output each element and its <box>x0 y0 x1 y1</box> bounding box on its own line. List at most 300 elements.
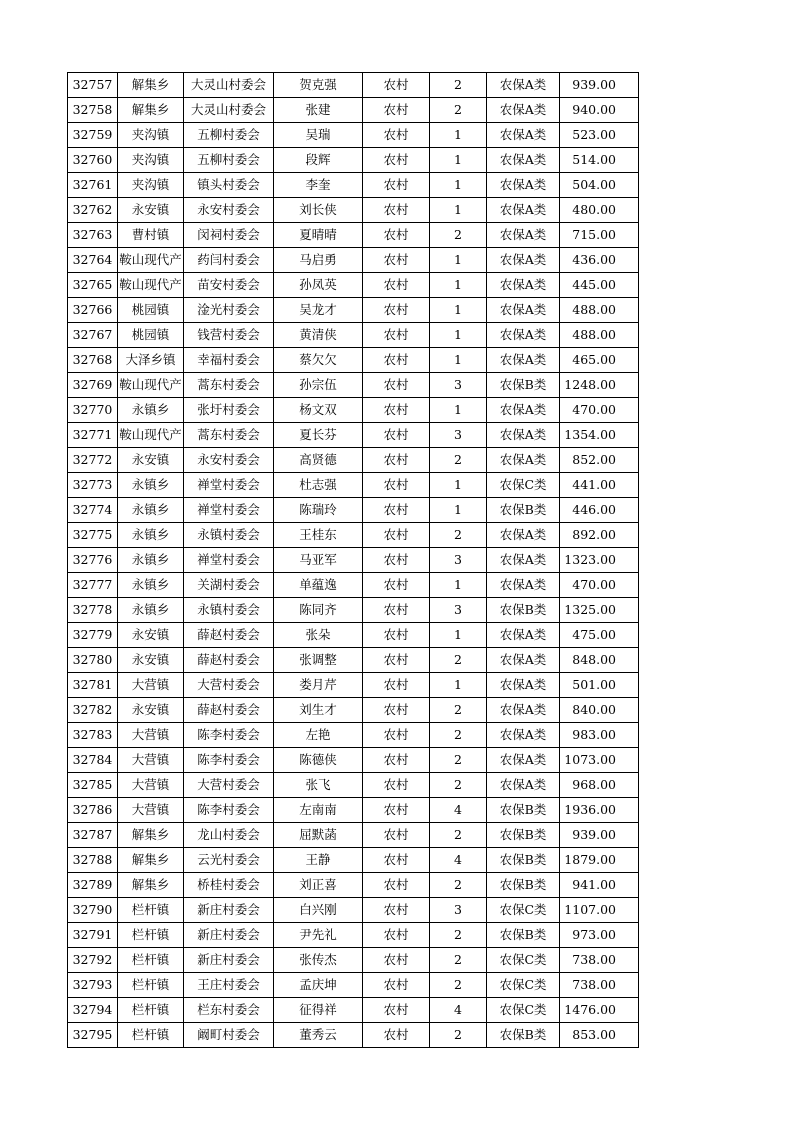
township-cell: 鞍山现代产 <box>118 273 184 298</box>
village-committee-cell: 永镇村委会 <box>184 523 274 548</box>
serial-no-cell: 32766 <box>68 298 118 323</box>
township-cell: 栏杆镇 <box>118 1023 184 1048</box>
category-cell: 农保B类 <box>487 498 560 523</box>
amount-cell: 1323.00 <box>560 548 639 573</box>
serial-no-cell: 32757 <box>68 73 118 98</box>
relief-roster-table <box>67 72 639 1048</box>
area-type-cell: 农村 <box>363 248 430 273</box>
village-committee-cell: 大灵山村委会 <box>184 98 274 123</box>
household-size-cell: 3 <box>430 548 487 573</box>
household-size-cell: 2 <box>430 523 487 548</box>
village-committee-cell: 王庄村委会 <box>184 973 274 998</box>
village-committee-cell: 薛赵村委会 <box>184 698 274 723</box>
amount-cell: 475.00 <box>560 623 639 648</box>
area-type-cell: 农村 <box>363 98 430 123</box>
household-size-cell: 2 <box>430 223 487 248</box>
township-cell: 鞍山现代产 <box>118 423 184 448</box>
category-cell: 农保B类 <box>487 823 560 848</box>
household-size-cell: 4 <box>430 798 487 823</box>
household-size-cell: 2 <box>430 873 487 898</box>
category-cell: 农保C类 <box>487 998 560 1023</box>
amount-cell: 465.00 <box>560 348 639 373</box>
category-cell: 农保A类 <box>487 173 560 198</box>
table-row <box>68 848 639 873</box>
name-cell: 李奎 <box>274 173 363 198</box>
amount-cell: 436.00 <box>560 248 639 273</box>
household-size-cell: 1 <box>430 273 487 298</box>
township-cell: 永镇乡 <box>118 573 184 598</box>
township-cell: 解集乡 <box>118 848 184 873</box>
village-committee-cell: 药闫村委会 <box>184 248 274 273</box>
serial-no-cell: 32786 <box>68 798 118 823</box>
area-type-cell: 农村 <box>363 473 430 498</box>
amount-cell: 1248.00 <box>560 373 639 398</box>
name-cell: 刘正喜 <box>274 873 363 898</box>
area-type-cell: 农村 <box>363 498 430 523</box>
household-size-cell: 1 <box>430 573 487 598</box>
serial-no-cell: 32790 <box>68 898 118 923</box>
township-cell: 大营镇 <box>118 673 184 698</box>
serial-no-cell: 32759 <box>68 123 118 148</box>
area-type-cell: 农村 <box>363 173 430 198</box>
table-row <box>68 98 639 123</box>
serial-no-cell: 32795 <box>68 1023 118 1048</box>
name-cell: 黄清侠 <box>274 323 363 348</box>
category-cell: 农保A类 <box>487 198 560 223</box>
area-type-cell: 农村 <box>363 973 430 998</box>
village-committee-cell: 幸福村委会 <box>184 348 274 373</box>
serial-no-cell: 32774 <box>68 498 118 523</box>
village-committee-cell: 关湖村委会 <box>184 573 274 598</box>
table-row <box>68 923 639 948</box>
table-row <box>68 623 639 648</box>
township-cell: 永镇乡 <box>118 498 184 523</box>
township-cell: 永安镇 <box>118 698 184 723</box>
name-cell: 段辉 <box>274 148 363 173</box>
table-row <box>68 198 639 223</box>
household-size-cell: 2 <box>430 448 487 473</box>
village-committee-cell: 蒿东村委会 <box>184 373 274 398</box>
category-cell: 农保B类 <box>487 873 560 898</box>
category-cell: 农保A类 <box>487 748 560 773</box>
serial-no-cell: 32791 <box>68 923 118 948</box>
area-type-cell: 农村 <box>363 273 430 298</box>
amount-cell: 840.00 <box>560 698 639 723</box>
table-body <box>68 73 639 1048</box>
village-committee-cell: 淦光村委会 <box>184 298 274 323</box>
serial-no-cell: 32780 <box>68 648 118 673</box>
serial-no-cell: 32762 <box>68 198 118 223</box>
township-cell: 解集乡 <box>118 873 184 898</box>
name-cell: 陈德侠 <box>274 748 363 773</box>
household-size-cell: 2 <box>430 648 487 673</box>
serial-no-cell: 32781 <box>68 673 118 698</box>
amount-cell: 501.00 <box>560 673 639 698</box>
name-cell: 单蕴逸 <box>274 573 363 598</box>
category-cell: 农保C类 <box>487 898 560 923</box>
village-committee-cell: 大营村委会 <box>184 773 274 798</box>
name-cell: 贺克强 <box>274 73 363 98</box>
amount-cell: 940.00 <box>560 98 639 123</box>
serial-no-cell: 32793 <box>68 973 118 998</box>
amount-cell: 939.00 <box>560 823 639 848</box>
household-size-cell: 1 <box>430 323 487 348</box>
category-cell: 农保A类 <box>487 448 560 473</box>
table-row <box>68 598 639 623</box>
village-committee-cell: 大营村委会 <box>184 673 274 698</box>
amount-cell: 892.00 <box>560 523 639 548</box>
area-type-cell: 农村 <box>363 948 430 973</box>
table-row <box>68 548 639 573</box>
amount-cell: 848.00 <box>560 648 639 673</box>
table-row <box>68 273 639 298</box>
household-size-cell: 2 <box>430 73 487 98</box>
category-cell: 农保A类 <box>487 673 560 698</box>
category-cell: 农保A类 <box>487 623 560 648</box>
village-committee-cell: 新庄村委会 <box>184 923 274 948</box>
name-cell: 娄月芹 <box>274 673 363 698</box>
category-cell: 农保C类 <box>487 948 560 973</box>
name-cell: 孙宗伍 <box>274 373 363 398</box>
category-cell: 农保A类 <box>487 348 560 373</box>
name-cell: 屈默菡 <box>274 823 363 848</box>
township-cell: 大泽乡镇 <box>118 348 184 373</box>
name-cell: 马启勇 <box>274 248 363 273</box>
category-cell: 农保A类 <box>487 298 560 323</box>
area-type-cell: 农村 <box>363 298 430 323</box>
household-size-cell: 2 <box>430 948 487 973</box>
category-cell: 农保B类 <box>487 923 560 948</box>
serial-no-cell: 32784 <box>68 748 118 773</box>
table-row <box>68 798 639 823</box>
amount-cell: 523.00 <box>560 123 639 148</box>
township-cell: 桃园镇 <box>118 298 184 323</box>
township-cell: 永镇乡 <box>118 548 184 573</box>
name-cell: 张建 <box>274 98 363 123</box>
name-cell: 董秀云 <box>274 1023 363 1048</box>
category-cell: 农保C类 <box>487 473 560 498</box>
amount-cell: 1354.00 <box>560 423 639 448</box>
table-row <box>68 823 639 848</box>
table-row <box>68 723 639 748</box>
category-cell: 农保B类 <box>487 848 560 873</box>
township-cell: 夹沟镇 <box>118 123 184 148</box>
name-cell: 杜志强 <box>274 473 363 498</box>
name-cell: 征得祥 <box>274 998 363 1023</box>
area-type-cell: 农村 <box>363 573 430 598</box>
area-type-cell: 农村 <box>363 323 430 348</box>
household-size-cell: 2 <box>430 773 487 798</box>
area-type-cell: 农村 <box>363 623 430 648</box>
area-type-cell: 农村 <box>363 548 430 573</box>
household-size-cell: 2 <box>430 1023 487 1048</box>
household-size-cell: 1 <box>430 148 487 173</box>
township-cell: 栏杆镇 <box>118 898 184 923</box>
township-cell: 永安镇 <box>118 623 184 648</box>
table-row <box>68 1023 639 1048</box>
township-cell: 大营镇 <box>118 773 184 798</box>
amount-cell: 968.00 <box>560 773 639 798</box>
township-cell: 解集乡 <box>118 98 184 123</box>
area-type-cell: 农村 <box>363 748 430 773</box>
village-committee-cell: 薛赵村委会 <box>184 623 274 648</box>
table-row <box>68 673 639 698</box>
village-committee-cell: 永安村委会 <box>184 198 274 223</box>
name-cell: 张传杰 <box>274 948 363 973</box>
serial-no-cell: 32788 <box>68 848 118 873</box>
township-cell: 大营镇 <box>118 723 184 748</box>
amount-cell: 852.00 <box>560 448 639 473</box>
township-cell: 大营镇 <box>118 748 184 773</box>
amount-cell: 738.00 <box>560 973 639 998</box>
name-cell: 张调整 <box>274 648 363 673</box>
table-row <box>68 948 639 973</box>
table-row <box>68 473 639 498</box>
table-row <box>68 373 639 398</box>
serial-no-cell: 32782 <box>68 698 118 723</box>
serial-no-cell: 32789 <box>68 873 118 898</box>
area-type-cell: 农村 <box>363 723 430 748</box>
table-row <box>68 123 639 148</box>
table-row <box>68 748 639 773</box>
serial-no-cell: 32785 <box>68 773 118 798</box>
area-type-cell: 农村 <box>363 1023 430 1048</box>
serial-no-cell: 32764 <box>68 248 118 273</box>
household-size-cell: 1 <box>430 623 487 648</box>
area-type-cell: 农村 <box>363 773 430 798</box>
serial-no-cell: 32767 <box>68 323 118 348</box>
serial-no-cell: 32792 <box>68 948 118 973</box>
area-type-cell: 农村 <box>363 648 430 673</box>
table-row <box>68 148 639 173</box>
amount-cell: 715.00 <box>560 223 639 248</box>
village-committee-cell: 永镇村委会 <box>184 598 274 623</box>
amount-cell: 939.00 <box>560 73 639 98</box>
township-cell: 夹沟镇 <box>118 173 184 198</box>
table-row <box>68 898 639 923</box>
household-size-cell: 3 <box>430 598 487 623</box>
table-row <box>68 773 639 798</box>
household-size-cell: 3 <box>430 423 487 448</box>
amount-cell: 470.00 <box>560 398 639 423</box>
household-size-cell: 1 <box>430 348 487 373</box>
area-type-cell: 农村 <box>363 148 430 173</box>
household-size-cell: 3 <box>430 898 487 923</box>
table-row <box>68 73 639 98</box>
name-cell: 陈同齐 <box>274 598 363 623</box>
township-cell: 大营镇 <box>118 798 184 823</box>
name-cell: 左艳 <box>274 723 363 748</box>
category-cell: 农保A类 <box>487 723 560 748</box>
household-size-cell: 4 <box>430 848 487 873</box>
village-committee-cell: 桥桂村委会 <box>184 873 274 898</box>
area-type-cell: 农村 <box>363 398 430 423</box>
name-cell: 马亚军 <box>274 548 363 573</box>
village-committee-cell: 龙山村委会 <box>184 823 274 848</box>
category-cell: 农保A类 <box>487 123 560 148</box>
household-size-cell: 2 <box>430 748 487 773</box>
table-row <box>68 448 639 473</box>
category-cell: 农保A类 <box>487 223 560 248</box>
serial-no-cell: 32773 <box>68 473 118 498</box>
table-row <box>68 423 639 448</box>
name-cell: 刘长侠 <box>274 198 363 223</box>
area-type-cell: 农村 <box>363 73 430 98</box>
category-cell: 农保C类 <box>487 973 560 998</box>
household-size-cell: 2 <box>430 723 487 748</box>
name-cell: 夏晴晴 <box>274 223 363 248</box>
serial-no-cell: 32768 <box>68 348 118 373</box>
village-committee-cell: 大灵山村委会 <box>184 73 274 98</box>
name-cell: 白兴刚 <box>274 898 363 923</box>
amount-cell: 445.00 <box>560 273 639 298</box>
area-type-cell: 农村 <box>363 198 430 223</box>
amount-cell: 1879.00 <box>560 848 639 873</box>
village-committee-cell: 陈李村委会 <box>184 723 274 748</box>
household-size-cell: 2 <box>430 923 487 948</box>
amount-cell: 470.00 <box>560 573 639 598</box>
table-row <box>68 698 639 723</box>
name-cell: 刘生才 <box>274 698 363 723</box>
village-committee-cell: 陈李村委会 <box>184 798 274 823</box>
serial-no-cell: 32772 <box>68 448 118 473</box>
amount-cell: 1107.00 <box>560 898 639 923</box>
village-committee-cell: 栏东村委会 <box>184 998 274 1023</box>
name-cell: 蔡欠欠 <box>274 348 363 373</box>
area-type-cell: 农村 <box>363 698 430 723</box>
household-size-cell: 1 <box>430 123 487 148</box>
village-committee-cell: 五柳村委会 <box>184 148 274 173</box>
amount-cell: 983.00 <box>560 723 639 748</box>
category-cell: 农保A类 <box>487 73 560 98</box>
household-size-cell: 2 <box>430 98 487 123</box>
name-cell: 孟庆坤 <box>274 973 363 998</box>
area-type-cell: 农村 <box>363 348 430 373</box>
village-committee-cell: 蒿东村委会 <box>184 423 274 448</box>
township-cell: 鞍山现代产 <box>118 373 184 398</box>
township-cell: 永安镇 <box>118 198 184 223</box>
table-row <box>68 223 639 248</box>
village-committee-cell: 新庄村委会 <box>184 898 274 923</box>
township-cell: 桃园镇 <box>118 323 184 348</box>
serial-no-cell: 32760 <box>68 148 118 173</box>
amount-cell: 480.00 <box>560 198 639 223</box>
serial-no-cell: 32771 <box>68 423 118 448</box>
table-row <box>68 498 639 523</box>
area-type-cell: 农村 <box>363 523 430 548</box>
household-size-cell: 2 <box>430 823 487 848</box>
township-cell: 栏杆镇 <box>118 998 184 1023</box>
serial-no-cell: 32758 <box>68 98 118 123</box>
serial-no-cell: 32770 <box>68 398 118 423</box>
village-committee-cell: 永安村委会 <box>184 448 274 473</box>
name-cell: 杨文双 <box>274 398 363 423</box>
name-cell: 张飞 <box>274 773 363 798</box>
name-cell: 吴瑞 <box>274 123 363 148</box>
household-size-cell: 1 <box>430 173 487 198</box>
category-cell: 农保A类 <box>487 98 560 123</box>
category-cell: 农保A类 <box>487 423 560 448</box>
serial-no-cell: 32779 <box>68 623 118 648</box>
serial-no-cell: 32769 <box>68 373 118 398</box>
amount-cell: 488.00 <box>560 323 639 348</box>
area-type-cell: 农村 <box>363 448 430 473</box>
area-type-cell: 农村 <box>363 898 430 923</box>
serial-no-cell: 32777 <box>68 573 118 598</box>
category-cell: 农保B类 <box>487 373 560 398</box>
category-cell: 农保A类 <box>487 273 560 298</box>
area-type-cell: 农村 <box>363 598 430 623</box>
amount-cell: 1476.00 <box>560 998 639 1023</box>
township-cell: 永安镇 <box>118 448 184 473</box>
category-cell: 农保A类 <box>487 248 560 273</box>
township-cell: 栏杆镇 <box>118 973 184 998</box>
name-cell: 孙凤英 <box>274 273 363 298</box>
category-cell: 农保A类 <box>487 698 560 723</box>
area-type-cell: 农村 <box>363 873 430 898</box>
category-cell: 农保A类 <box>487 548 560 573</box>
category-cell: 农保B类 <box>487 598 560 623</box>
village-committee-cell: 苗安村委会 <box>184 273 274 298</box>
table-row <box>68 873 639 898</box>
name-cell: 王静 <box>274 848 363 873</box>
area-type-cell: 农村 <box>363 223 430 248</box>
area-type-cell: 农村 <box>363 423 430 448</box>
amount-cell: 446.00 <box>560 498 639 523</box>
household-size-cell: 1 <box>430 473 487 498</box>
village-committee-cell: 镇头村委会 <box>184 173 274 198</box>
table-row <box>68 998 639 1023</box>
category-cell: 农保A类 <box>487 148 560 173</box>
table-row <box>68 173 639 198</box>
category-cell: 农保A类 <box>487 648 560 673</box>
amount-cell: 504.00 <box>560 173 639 198</box>
name-cell: 高贤德 <box>274 448 363 473</box>
table-row <box>68 348 639 373</box>
household-size-cell: 3 <box>430 373 487 398</box>
village-committee-cell: 禅堂村委会 <box>184 498 274 523</box>
name-cell: 左南南 <box>274 798 363 823</box>
village-committee-cell: 闵祠村委会 <box>184 223 274 248</box>
table-row <box>68 973 639 998</box>
amount-cell: 973.00 <box>560 923 639 948</box>
village-committee-cell: 阚町村委会 <box>184 1023 274 1048</box>
amount-cell: 1936.00 <box>560 798 639 823</box>
category-cell: 农保A类 <box>487 773 560 798</box>
area-type-cell: 农村 <box>363 848 430 873</box>
amount-cell: 1073.00 <box>560 748 639 773</box>
household-size-cell: 1 <box>430 398 487 423</box>
serial-no-cell: 32776 <box>68 548 118 573</box>
household-size-cell: 2 <box>430 698 487 723</box>
area-type-cell: 农村 <box>363 123 430 148</box>
township-cell: 永镇乡 <box>118 598 184 623</box>
name-cell: 尹先礼 <box>274 923 363 948</box>
township-cell: 永镇乡 <box>118 473 184 498</box>
household-size-cell: 1 <box>430 198 487 223</box>
category-cell: 农保B类 <box>487 1023 560 1048</box>
table-row <box>68 398 639 423</box>
name-cell: 夏长芬 <box>274 423 363 448</box>
area-type-cell: 农村 <box>363 673 430 698</box>
table-row <box>68 573 639 598</box>
area-type-cell: 农村 <box>363 923 430 948</box>
amount-cell: 738.00 <box>560 948 639 973</box>
household-size-cell: 1 <box>430 248 487 273</box>
table-row <box>68 323 639 348</box>
township-cell: 曹村镇 <box>118 223 184 248</box>
township-cell: 永安镇 <box>118 648 184 673</box>
